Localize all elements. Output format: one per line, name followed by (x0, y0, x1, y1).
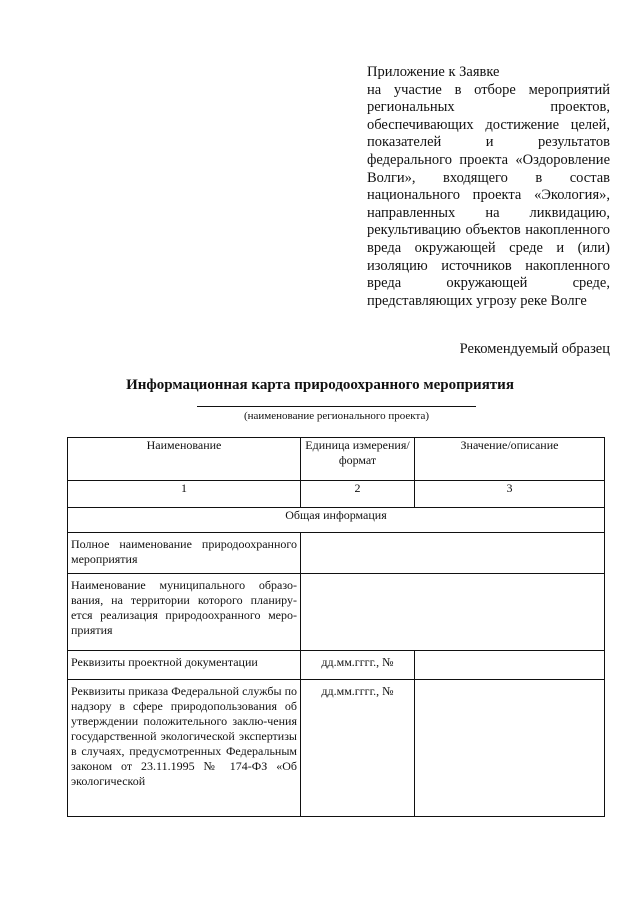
row-label: Реквизиты приказа Федеральной службы по надзору в сфере природопользования об утверждении положительного заклю-чения государственной экологической экспертизы в случаях, предусмотренных Федеральным законом от 23.11.1995 № 174-ФЗ «Об экологической (68, 680, 301, 817)
info-card-table (67, 437, 605, 817)
row-value-cell (415, 651, 605, 680)
row-label: Наименование муниципального образо-вания, на территории которого планиру-ется реализация природоохранного меро-приятия (68, 574, 301, 651)
header-value: Значение/описание (415, 438, 605, 481)
card-title: Информационная карта природоохранного мероприятия (126, 377, 514, 393)
project-name-line (197, 406, 476, 407)
header-unit: Единица измерения/формат (301, 438, 415, 481)
recommended-sample-label: Рекомендуемый образец (459, 341, 610, 357)
project-name-caption: (наименование регионального проекта) (243, 410, 429, 422)
appendix-title: Приложение к Заявке (367, 64, 500, 80)
table-row (68, 574, 605, 651)
row-label: Полное наименование природоохранного мероприятия (68, 533, 301, 574)
appendix-body: на участие в отборе мероприятий региональных проектов, обеспечивающих достижение целей, показателей и результатов федерального проекта «Оздоровление Волги», входящего в состав национального проекта «Экология», направленных на ликвидацию, рекультивацию объектов накопленного вреда окружающей среде и (или) изоляцию источников накопленного вреда окружающей среде, представляющих угрозу реке Волге (367, 81, 610, 309)
row-value-cell (415, 680, 605, 817)
column-number: 2 (301, 481, 415, 508)
section-row-general (68, 508, 605, 533)
row-value-cell (301, 574, 605, 651)
table-row (68, 651, 605, 680)
table-row (68, 533, 605, 574)
row-label: Реквизиты проектной документации (68, 651, 301, 680)
row-unit: дд.мм.гггг., № (301, 651, 415, 680)
row-value-cell (301, 533, 605, 574)
table-header-row (68, 438, 605, 481)
row-unit: дд.мм.гггг., № (301, 680, 415, 817)
section-title: Общая информация (68, 508, 605, 533)
column-number: 3 (415, 481, 605, 508)
appendix-block (367, 64, 610, 310)
table-row (68, 680, 605, 817)
column-number-row (68, 481, 605, 508)
column-number: 1 (68, 481, 301, 508)
header-name: Наименование (68, 438, 301, 481)
